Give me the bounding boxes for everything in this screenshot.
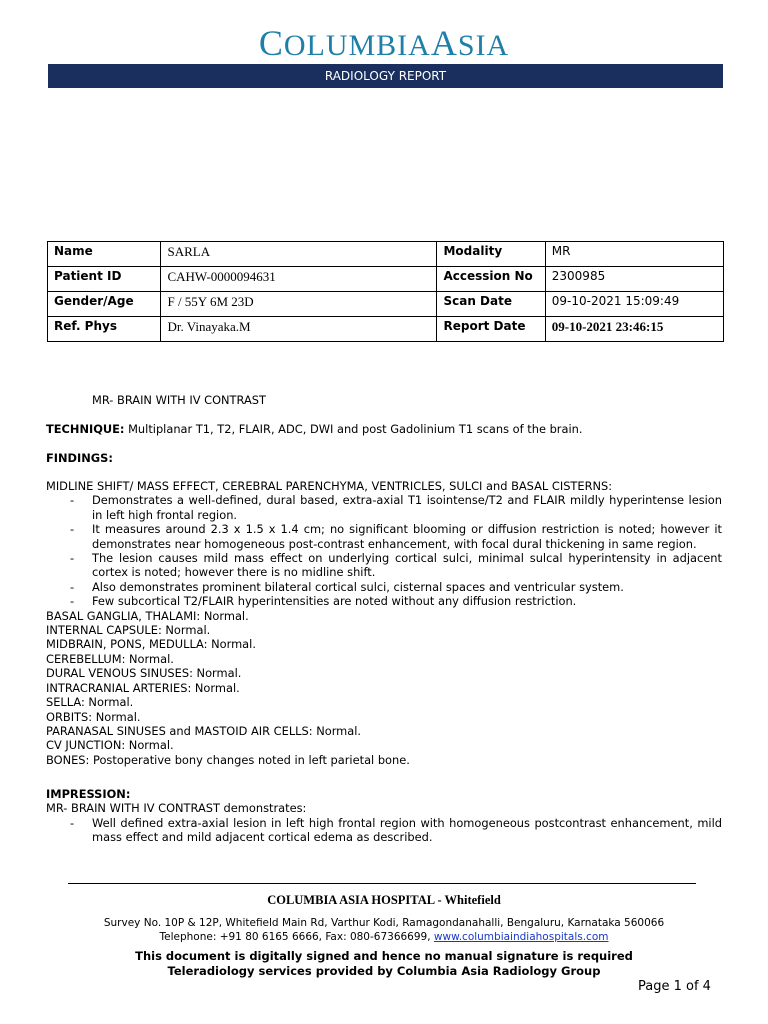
scan-date-label: Scan Date <box>437 292 545 317</box>
technique-text: Multiplanar T1, T2, FLAIR, ADC, DWI and post Gadolinium T1 scans of the brain. <box>124 422 583 436</box>
impression-intro: MR- BRAIN WITH IV CONTRAST demonstrates: <box>46 801 307 816</box>
finding-line: PARANASAL SINUSES and MASTOID AIR CELLS: Normal. <box>46 723 362 738</box>
report-date-label: Report Date <box>437 317 545 342</box>
impression-section <box>46 787 722 845</box>
report-date-value: 09-10-2021 23:46:15 <box>545 317 723 342</box>
exam-title: MR- BRAIN WITH IV CONTRAST <box>92 393 266 407</box>
list-item: - Also demonstrates prominent bilateral cortical sulci, cisternal spaces and ventricular system. <box>70 579 624 594</box>
columbia-asia-logo: COLUMBIAASIA <box>258 23 510 63</box>
findings-label: FINDINGS: <box>46 451 113 465</box>
table-row <box>48 242 724 267</box>
name-label: Name <box>48 242 161 267</box>
impression-label: IMPRESSION: <box>46 787 131 801</box>
signature-note: This document is digitally signed and hence no manual signature is required Teleradiology services provided by Columbia Asia Radiology Group <box>135 949 633 978</box>
accession-label: Accession No <box>437 267 545 292</box>
patient-info-table <box>47 241 724 342</box>
accession-value: 2300985 <box>545 267 723 292</box>
finding-line: DURAL VENOUS SINUSES: Normal. <box>46 666 242 681</box>
list-item: - The lesion causes mild mass effect on underlying cortical sulci, minimal sulcal hyperintensity in adjacent cortex is noted; however there is no midline shift. <box>70 551 722 580</box>
list-item: - Few subcortical T2/FLAIR hyperintensities are noted without any diffusion restriction. <box>70 594 577 609</box>
table-row <box>48 292 724 317</box>
finding-line: ORBITS: Normal. <box>46 709 141 724</box>
name-value: SARLA <box>161 242 437 267</box>
technique-section <box>46 422 722 436</box>
finding-line: MIDBRAIN, PONS, MEDULLA: Normal. <box>46 637 256 652</box>
finding-line: INTRACRANIAL ARTERIES: Normal. <box>46 680 240 695</box>
ref-phys-value: Dr. Vinayaka.M <box>161 317 437 342</box>
hospital-name: COLUMBIA ASIA HOSPITAL - Whitefield <box>267 893 501 907</box>
finding-line: INTERNAL CAPSULE: Normal. <box>46 623 211 638</box>
table-row <box>48 267 724 292</box>
list-item: - Well defined extra-axial lesion in left high frontal region with homogeneous postcontrast enhancement, mild mass effect and mild adjacent cortical edema as described. <box>70 815 722 845</box>
footer-divider <box>68 883 696 884</box>
finding-line: CEREBELLUM: Normal. <box>46 651 174 666</box>
technique-label: TECHNIQUE: <box>46 422 125 436</box>
patient-id-value: CAHW-0000094631 <box>161 267 437 292</box>
modality-value: MR <box>545 242 723 267</box>
finding-line: SELLA: Normal. <box>46 695 134 710</box>
scan-date-value: 09-10-2021 15:09:49 <box>545 292 723 317</box>
hospital-address: Survey No. 10P & 12P, Whitefield Main Rd, Varthur Kodi, Ramagondanahalli, Bengaluru, Karnataka 560066 <box>103 917 665 929</box>
table-row <box>48 317 724 342</box>
ref-phys-label: Ref. Phys <box>48 317 161 342</box>
finding-line: BONES: Postoperative bony changes noted in left parietal bone. <box>46 752 410 767</box>
website-link[interactable]: www.columbiaindiahospitals.com <box>433 931 609 943</box>
hospital-phone-line: Telephone: +91 80 6165 6666, Fax: 080-67366699, www.columbiaindiahospitals.com <box>159 931 609 943</box>
report-title-banner: RADIOLOGY REPORT <box>48 64 723 88</box>
modality-label: Modality <box>437 242 545 267</box>
findings-section <box>46 479 722 767</box>
list-item: - Demonstrates a well-defined, dural based, extra-axial T1 isointense/T2 and FLAIR mildly hyperintense lesion in left high frontal region. <box>70 493 722 522</box>
finding-line: BASAL GANGLIA, THALAMI: Normal. <box>46 608 249 623</box>
finding-line: CV JUNCTION: Normal. <box>46 738 174 753</box>
hospital-contact <box>0 916 768 944</box>
gender-age-label: Gender/Age <box>48 292 161 317</box>
list-item: - It measures around 2.3 x 1.5 x 1.4 cm; no significant blooming or diffusion restriction is noted; however it demonstrates near homogeneous post-contrast enhancement, with focal dural thickening in same region. <box>70 522 722 551</box>
page-number: Page 1 of 4 <box>638 979 711 994</box>
findings-intro: MIDLINE SHIFT/ MASS EFFECT, CEREBRAL PARENCHYMA, VENTRICLES, SULCI and BASAL CISTERNS: <box>46 479 613 493</box>
patient-id-label: Patient ID <box>48 267 161 292</box>
gender-age-value: F / 55Y 6M 23D <box>161 292 437 317</box>
